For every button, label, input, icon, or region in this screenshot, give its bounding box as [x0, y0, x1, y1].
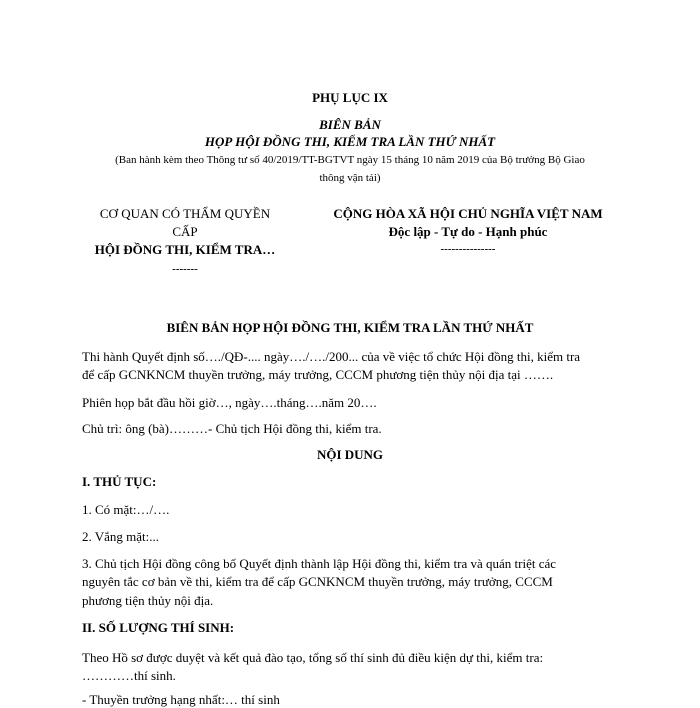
section2-heading: II. SỐ LƯỢNG THÍ SINH:	[82, 620, 235, 635]
item3-line1: 3. Chủ tịch Hội đồng công bố Quyết định thành lập Hội đồng thi, kiểm tra và quán triệt các	[82, 556, 557, 571]
main-title: BIÊN BẢN HỌP HỘI ĐỒNG THI, KIỂM TRA LẦN THỨ NHẤT	[166, 320, 534, 335]
para4-line2: …………thí sinh.	[82, 668, 176, 683]
authority-line1: CƠ QUAN CÓ THẨM QUYỀN	[99, 206, 271, 221]
country-title: CỘNG HÒA XÃ HỘI CHỦ NGHĨA VIỆT NAM	[333, 206, 603, 221]
para4-line1: Theo Hồ sơ được duyệt và kết quả đào tạo, tổng số thí sinh đủ điều kiện dự thi, kiểm tra:	[82, 650, 544, 665]
session-start: Phiên họp bắt đầu hồi giờ…, ngày….tháng….năm 20….	[82, 395, 377, 410]
para1-line2: để cấp GCNKNCM thuyền trưởng, máy trưởng, CCCM phương tiện thủy nội địa tại …….	[82, 367, 554, 382]
authority-line2: CẤP	[172, 224, 198, 239]
doc-type-label: BIÊN BẢN	[319, 117, 381, 132]
right-divider: ---------------	[440, 243, 496, 255]
attendance-present: 1. Có mặt:…/….	[82, 502, 170, 517]
item3-line2: nguyên tắc cơ bản về thi, kiểm tra để cấp GCNKNCM thuyền trưởng, máy trưởng, CCCM	[82, 574, 553, 589]
appendix-label: PHỤ LỤC IX	[312, 90, 388, 105]
left-divider: -------	[172, 263, 198, 275]
doc-title: HỌP HỘI ĐỒNG THI, KIỂM TRA LẦN THỨ NHẤT	[204, 134, 496, 149]
issued-note-line2: thông vận tải)	[319, 172, 381, 184]
item3-line3: phương tiện thủy nội địa.	[82, 593, 214, 608]
country-motto: Độc lập - Tự do - Hạnh phúc	[388, 224, 548, 239]
para1-line1: Thi hành Quyết định số…./QĐ-.... ngày…./…./200... của về việc tổ chức Hội đồng thi, kiểm tra	[82, 349, 581, 364]
council-name: HỘI ĐỒNG THI, KIỂM TRA…	[94, 242, 276, 257]
section1-heading: I. THỦ TỤC:	[82, 474, 157, 489]
content-heading: NỘI DUNG	[316, 447, 384, 462]
para5-partial: - Thuyền trưởng hạng nhất:… thí sinh	[82, 692, 280, 707]
issued-note-line1: (Ban hành kèm theo Thông tư số 40/2019/TT-BGTVT ngày 15 tháng 10 năm 2019 của Bộ trưởng Bộ Giao	[115, 154, 585, 166]
chairperson: Chủ trì: ông (bà)………- Chủ tịch Hội đồng thi, kiểm tra.	[82, 421, 382, 436]
attendance-absent: 2. Vắng mặt:...	[82, 529, 160, 544]
